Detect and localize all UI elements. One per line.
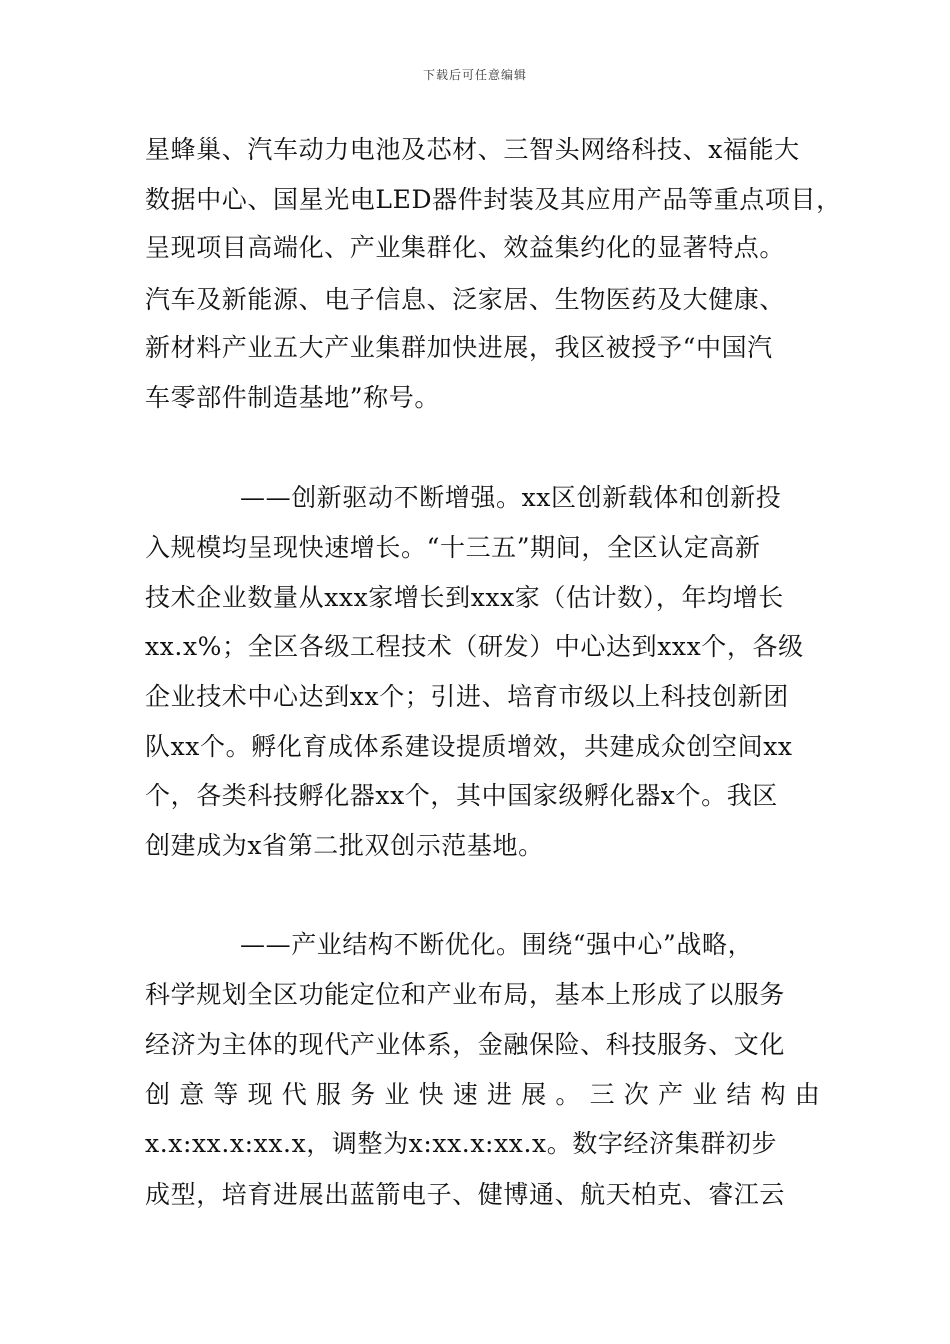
paragraph-2-line-7: 个，各类科技孵化器xx个，其中国家级孵化器x个。我区	[145, 781, 778, 810]
paragraph-2-line-1: ——创新驱动不断增强。xx区创新载体和创新投	[240, 483, 782, 512]
paragraph-2-line-2: 入规模均呈现快速增长。“十三五”期间，全区认定高新	[145, 533, 761, 562]
paragraph-3-line-2: 科学规划全区功能定位和产业布局，基本上形成了以服务	[145, 980, 786, 1009]
paragraph-2-line-4: xx.x%；全区各级工程技术（研发）中心达到xxx个，各级	[145, 632, 804, 661]
paragraph-1-line-4: 汽车及新能源、电子信息、泛家居、生物医药及大健康、	[145, 285, 786, 314]
paragraph-2-line-8: 创建成为x省第二批双创示范基地。	[145, 831, 544, 860]
paragraph-1-line-3: 呈现项目高端化、产业集群化、效益集约化的显著特点。	[145, 233, 786, 262]
paragraph-2-line-5: 企业技术中心达到xx个；引进、培育市级以上科技创新团	[145, 682, 789, 711]
page-header: 下载后可任意编辑	[422, 68, 527, 82]
paragraph-2-line-3: 技术企业数量从xxx家增长到xxx家（估计数），年均增长	[145, 583, 784, 612]
paragraph-3-line-5: x.x:xx.x:xx.x，调整为x:xx.x:xx.x。数字经济集群初步	[145, 1129, 778, 1158]
paragraph-1-line-2: 数据中心、国星光电LED器件封装及其应用产品等重点项目，	[145, 185, 842, 214]
paragraph-3-line-6: 成型，培育进展出蓝箭电子、健博通、航天柏克、睿江云	[145, 1180, 786, 1209]
paragraph-1-line-5: 新材料产业五大产业集群加快进展，我区被授予“中国汽	[145, 333, 773, 362]
paragraph-1-line-6: 车零部件制造基地”称号。	[145, 383, 440, 412]
paragraph-3-line-3: 经济为主体的现代产业体系，金融保险、科技服务、文化	[145, 1030, 786, 1059]
paragraph-3-line-1: ——产业结构不断优化。围绕“强中心”战略，	[240, 930, 754, 959]
paragraph-1-line-1: 星蜂巢、汽车动力电池及芯材、三智头网络科技、x福能大	[145, 135, 800, 164]
paragraph-3-line-4: 创意等现代服务业快速进展。三次产业结构由	[145, 1080, 830, 1109]
paragraph-2-line-6: 队xx个。孵化育成体系建设提质增效，共建成众创空间xx	[145, 732, 793, 761]
